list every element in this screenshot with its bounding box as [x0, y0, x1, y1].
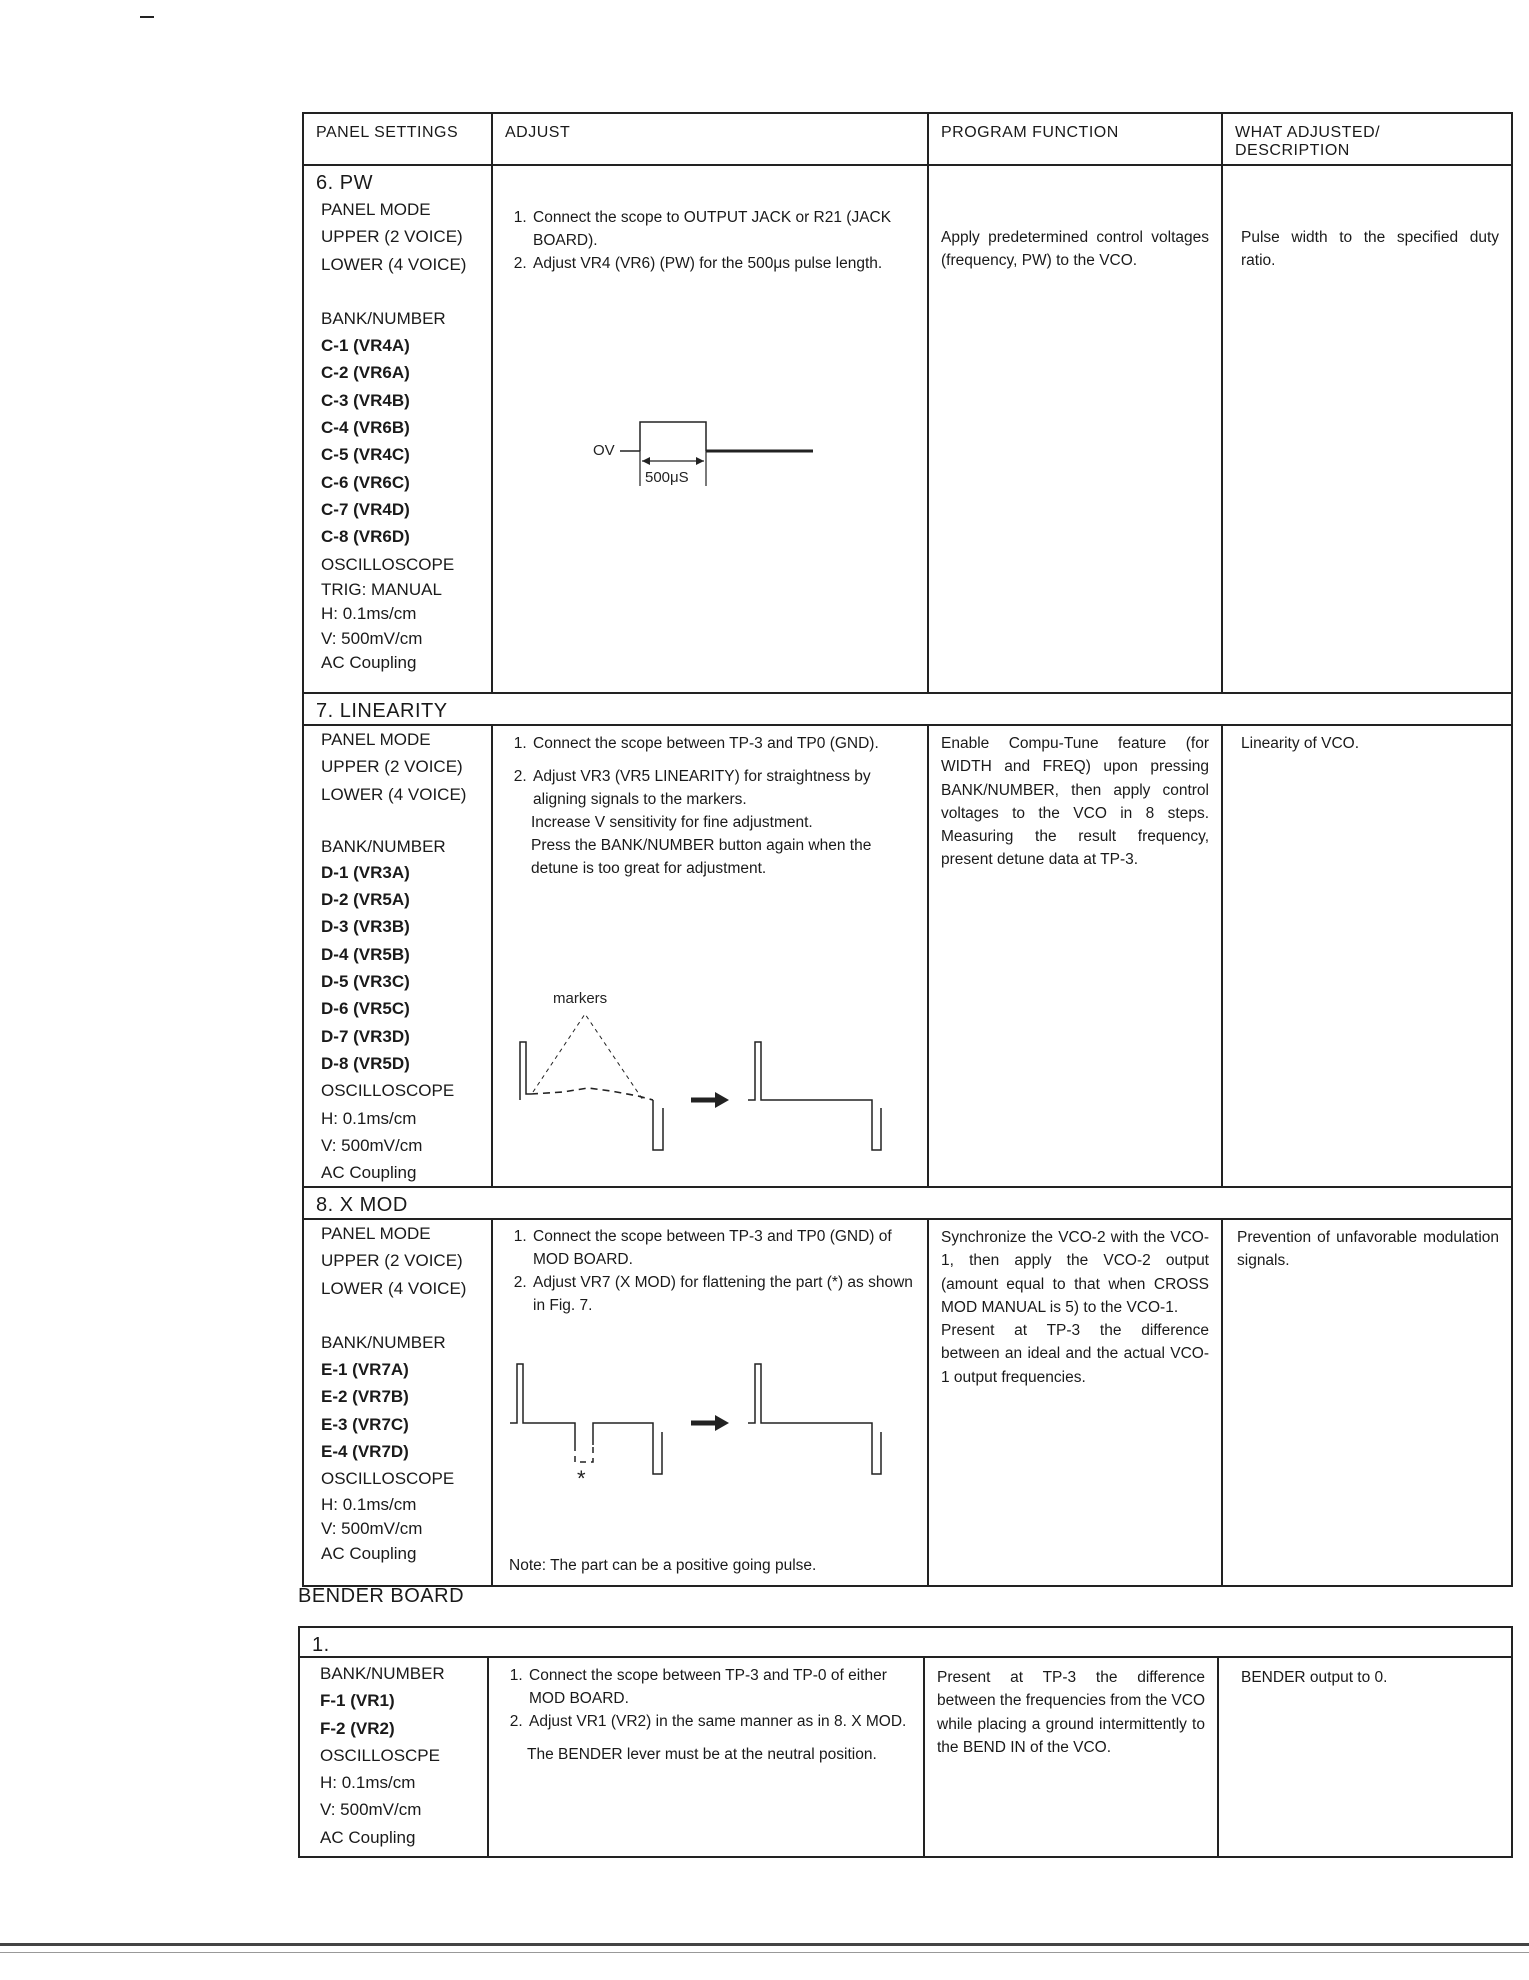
- adjust-note: The BENDER lever must be at the neutral position.: [527, 1746, 877, 1763]
- header-row: [304, 114, 1511, 166]
- panel-mode-upper: UPPER (2 VOICE): [321, 227, 463, 247]
- header-program-function: PROGRAM FUNCTION: [929, 114, 1223, 164]
- bank-item: F-1 (VR1): [320, 1691, 395, 1711]
- panel-mode-lower: LOWER (4 VOICE): [321, 254, 467, 274]
- bank-number-label: BANK/NUMBER: [321, 308, 446, 328]
- adjust-step: 1. Connect the scope between TP-3 and TP0 (GND) of MOD BOARD.: [531, 1225, 915, 1271]
- scope-coupling: AC Coupling: [320, 1827, 416, 1847]
- bank-number-label: BANK/NUMBER: [320, 1664, 445, 1683]
- adjust-steps: [505, 206, 915, 275]
- scope-h: H: 0.1ms/cm: [320, 1773, 416, 1793]
- panel-mode-label: PANEL MODE: [321, 200, 431, 219]
- panel-mode-lower: LOWER (4 VOICE): [321, 784, 467, 804]
- description-pw: Pulse width to the specified duty ratio.: [1241, 229, 1499, 270]
- oscilloscope-label: OSCILLOSCOPE: [321, 554, 455, 574]
- bank-item: D-6 (VR5C): [321, 999, 410, 1019]
- scope-trig: TRIG: MANUAL: [321, 579, 442, 599]
- adjust-step: 1. Connect the scope between TP-3 and TP-0 of either MOD BOARD.: [527, 1664, 911, 1710]
- bank-item: D-4 (VR5B): [321, 944, 410, 964]
- section-title-row: [304, 694, 1511, 726]
- bank-item: E-3 (VR7C): [321, 1414, 409, 1434]
- asterisk-marker: *: [577, 1466, 586, 1491]
- bender-section-title: 1.: [312, 1634, 330, 1656]
- adjust-step: 1. Connect the scope to OUTPUT JACK or R21 (JACK BOARD).: [531, 206, 915, 252]
- adjust-xmod: [493, 1220, 929, 1585]
- header-adjust: ADJUST: [493, 114, 929, 164]
- bank-number-label: BANK/NUMBER: [321, 836, 446, 856]
- adjust-steps: [505, 732, 915, 811]
- bank-item: C-4 (VR6B): [321, 418, 410, 438]
- adjustment-table: [302, 112, 1513, 1587]
- scope-coupling: AC Coupling: [321, 653, 417, 673]
- xmod-note: Note: The part can be a positive going pulse.: [509, 1557, 817, 1574]
- section-row-xmod: [304, 1220, 1511, 1585]
- program-function-xmod: Synchronize the VCO-2 with the VCO-1, then apply the VCO-2 output (amount equal to that when CROSS MOD MANUAL is 5) to the VCO-1. Present at TP-3 the difference between an ideal and the actual VCO-1 output frequencies.: [929, 1220, 1223, 1585]
- oscilloscope-label: OSCILLOSCPE: [320, 1745, 440, 1765]
- bank-item: E-2 (VR7B): [321, 1387, 409, 1407]
- bank-item: C-8 (VR6D): [321, 527, 410, 547]
- scope-v: V: 500mV/cm: [321, 1519, 423, 1539]
- section-row-bender: [300, 1658, 1511, 1856]
- adjust-note: Increase V sensitivity for fine adjustment.: [531, 814, 813, 831]
- bank-item: D-3 (VR3B): [321, 917, 410, 937]
- bank-item: D-7 (VR3D): [321, 1026, 410, 1046]
- section-title-row: [304, 1188, 1511, 1220]
- program-function-bender: Present at TP-3 the difference between the frequencies from the VCO while placing a ground intermittently to the BEND IN of the VCO.: [925, 1658, 1219, 1856]
- program-function-pw: Apply predetermined control voltages (frequency, PW) to the VCO.: [929, 196, 1223, 692]
- scope-v: V: 500mV/cm: [321, 628, 423, 648]
- adjust-linearity: [493, 726, 929, 1186]
- oscilloscope-label: OSCILLOSCOPE: [321, 1469, 455, 1489]
- oscilloscope-label: OSCILLOSCOPE: [321, 1081, 455, 1101]
- panel-settings-pw: [304, 196, 493, 692]
- panel-settings-linearity: [304, 726, 493, 1186]
- section-title-linearity: 7. LINEARITY: [316, 700, 448, 722]
- bank-item: C-5 (VR4C): [321, 445, 410, 465]
- section-title-row: [304, 166, 1511, 196]
- description-bender: BENDER output to 0.: [1241, 1669, 1388, 1686]
- description-linearity: Linearity of VCO.: [1241, 735, 1360, 752]
- description-xmod: Prevention of unfavorable modulation signals.: [1237, 1229, 1499, 1270]
- bank-item: D-5 (VR3C): [321, 972, 410, 992]
- bank-item: D-2 (VR5A): [321, 890, 410, 910]
- section-title-xmod: 8. X MOD: [316, 1194, 408, 1216]
- header-panel-settings: PANEL SETTINGS: [304, 114, 493, 164]
- panel-settings-xmod: [304, 1220, 493, 1585]
- adjust-pw: [493, 196, 929, 692]
- bank-item: F-2 (VR2): [320, 1718, 395, 1738]
- bank-item: E-4 (VR7D): [321, 1442, 409, 1462]
- header-what-adjusted: WHAT ADJUSTED/ DESCRIPTION: [1235, 124, 1381, 159]
- adjust-step: 2. Adjust VR1 (VR2) in the same manner as in 8. X MOD.: [527, 1710, 911, 1733]
- bender-table: [298, 1626, 1513, 1858]
- footer-rule: [0, 1952, 1529, 1953]
- markers-label: markers: [553, 990, 608, 1007]
- section-row-pw: [304, 196, 1511, 694]
- section-title-pw: 6. PW: [304, 166, 493, 196]
- ov-label: OV: [593, 442, 615, 459]
- scope-v: V: 500mV/cm: [320, 1800, 422, 1820]
- section-row-linearity: [304, 726, 1511, 1188]
- scope-h: H: 0.1ms/cm: [321, 1108, 417, 1128]
- adjust-step: 2. Adjust VR4 (VR6) (PW) for the 500μs pulse length.: [531, 252, 915, 275]
- xmod-waveform-figure: [493, 1360, 929, 1510]
- bank-item: E-1 (VR7A): [321, 1360, 409, 1380]
- bank-item: C-7 (VR4D): [321, 499, 410, 519]
- bank-item: C-1 (VR4A): [321, 336, 410, 356]
- adjust-note: Press the BANK/NUMBER button again when the detune is too great for adjustment.: [531, 837, 872, 877]
- scope-coupling: AC Coupling: [321, 1543, 417, 1563]
- scope-h: H: 0.1ms/cm: [321, 1494, 417, 1514]
- scope-h: H: 0.1ms/cm: [321, 604, 417, 624]
- panel-mode-lower: LOWER (4 VOICE): [321, 1278, 467, 1298]
- bender-board-heading: BENDER BOARD: [298, 1585, 465, 1607]
- scope-coupling: AC Coupling: [321, 1163, 417, 1183]
- adjust-steps: [501, 1664, 911, 1733]
- pw-waveform-figure: [493, 411, 929, 531]
- adjust-step: 1. Connect the scope between TP-3 and TP0 (GND).: [531, 732, 915, 755]
- adjust-step: 2. Adjust VR3 (VR5 LINEARITY) for straightness by aligning signals to the markers.: [531, 765, 915, 811]
- panel-mode-upper: UPPER (2 VOICE): [321, 757, 463, 777]
- bank-item: C-3 (VR4B): [321, 390, 410, 410]
- bank-number-label: BANK/NUMBER: [321, 1332, 446, 1352]
- scope-v: V: 500mV/cm: [321, 1135, 423, 1155]
- adjust-steps: [505, 1225, 915, 1317]
- bank-item: D-1 (VR3A): [321, 862, 410, 882]
- adjust-step: 2. Adjust VR7 (X MOD) for flattening the part (*) as shown in Fig. 7.: [531, 1271, 915, 1317]
- page-mark: [140, 16, 154, 18]
- program-function-linearity: Enable Compu-Tune feature (for WIDTH and FREQ) upon pressing BANK/NUMBER, then apply control voltages to the VCO in 8 steps. Measuring the result frequency, present detune data at TP-3.: [929, 726, 1223, 1186]
- bank-item: C-6 (VR6C): [321, 472, 410, 492]
- panel-mode-label: PANEL MODE: [321, 1224, 431, 1243]
- panel-settings-bender: [300, 1658, 489, 1856]
- linearity-waveform-figure: [493, 988, 929, 1188]
- adjust-bender: [489, 1658, 925, 1856]
- panel-mode-upper: UPPER (2 VOICE): [321, 1251, 463, 1271]
- bank-item: C-2 (VR6A): [321, 363, 410, 383]
- bank-item: D-8 (VR5D): [321, 1053, 410, 1073]
- panel-mode-label: PANEL MODE: [321, 730, 431, 749]
- section-title-row: [300, 1628, 1511, 1658]
- footer-rule: [0, 1943, 1529, 1946]
- pulse-width-label: 500μS: [645, 469, 689, 486]
